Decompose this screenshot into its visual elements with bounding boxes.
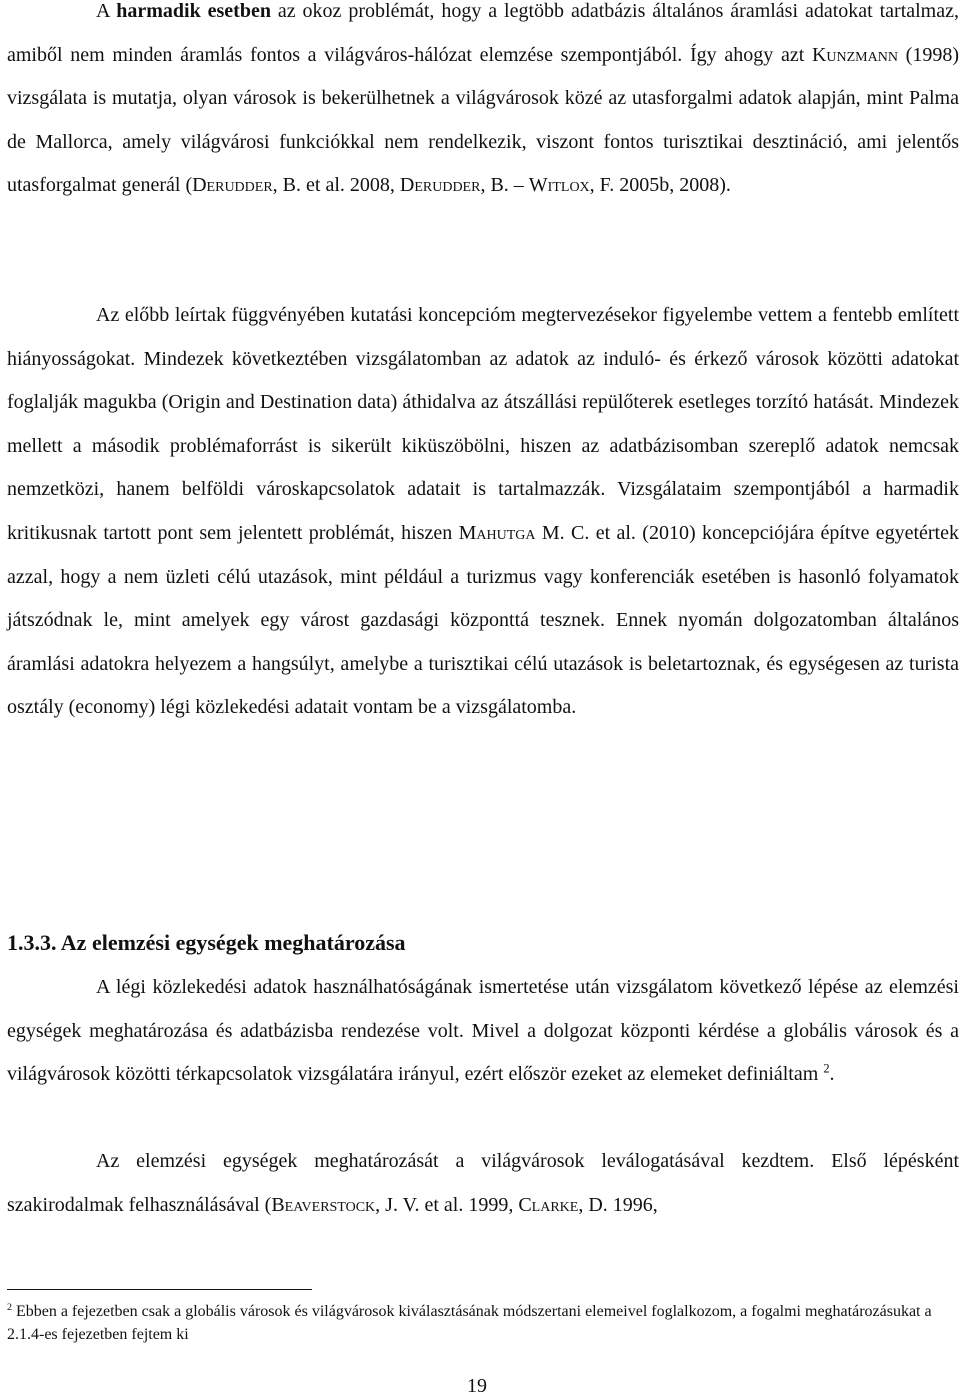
author-name: Mahutga (458, 521, 536, 544)
author-name: Kunzmann (811, 43, 898, 66)
text: , J. V. et al. 1999, (375, 1193, 519, 1216)
bold-term: harmadik esetben (116, 0, 271, 22)
text: , B. et al. 2008, (272, 174, 400, 197)
text: , F. 2005b, 2008). (589, 174, 731, 197)
text: Az elemzési egységek meghatározását a világvárosok leválogatásával kezdtem. Első lépésként szakirodalmak felhasználásával ( (7, 1150, 959, 1216)
author-name: Derudder (192, 174, 273, 197)
paragraph-research-concept (7, 294, 959, 730)
footnote-separator (7, 1289, 312, 1290)
footnote-reference[interactable]: 2 (823, 1061, 830, 1076)
text: . (829, 1063, 835, 1086)
footnote (7, 1300, 959, 1346)
author-name: Witlox (528, 174, 590, 197)
paragraph-world-cities (7, 1140, 959, 1227)
footnote-text: Ebben a fejezetben csak a globális városok és világvárosok kiválasztásának módszertani elemeivel foglalkozom, a fogalmi meghatározásukat a 2.1.4-es fejezetben fejtem ki (7, 1303, 932, 1343)
text: Az előbb leírtak függvényében kutatási koncepcióm megtervezésekor figyelembe vettem a fentebb említett hiányosságokat. Mindezek következtében vizsgálatomban az adatok az induló- és érkező városok közötti adatokat foglalják magukba (Origin and Destination data) áthidalva az átszállási repülőterek esetleges torzító hatását. Mindezek mellett a második problémaforrást is sikerült kiküszöbölni, hiszen az adatbázisomban szereplő adatok nemcsak nemzetközi, hanem belföldi városkapcsolatok adatait is tartalmazzák. Vizsgálataim szempontjából a harmadik kritikusnak tartott pont sem jelentett problémát, hiszen (7, 304, 959, 544)
text: , D. 1996, (578, 1193, 658, 1216)
author-name: Beaverstock (271, 1193, 376, 1216)
text: A (96, 0, 117, 22)
text: M. C. et al. (2010) koncepciójára építve egyetértek azzal, hogy a nem üzleti célú utazások, mint például a turizmus vagy konferenciák esetében is hasonló folyamatok játszódnak le, mint amelyek egy várost gazdasági központtá tesznek. Ennek nyomán dolgozatomban általános áramlási adatokra helyezem a hangsúlyt, amelybe a turisztikai célú utazások is beletartoznak, és egységesen az turista osztály (economy) légi közlekedési adatait vontam be a vizsgálatomba. (7, 521, 959, 719)
page-number: 19 (467, 1375, 487, 1397)
author-name: Clarke (518, 1193, 579, 1216)
text: , B. – (480, 174, 529, 197)
paragraph-analysis-units (7, 966, 959, 1097)
text: A légi közlekedési adatok használhatóságának ismertetése után vizsgálatom következő lépése az elemzési egységek meghatározása és adatbázisba rendezése volt. Mivel a dolgozat központi kérdése a globális városok és a világvárosok közötti térkapcsolatok vizsgálatára irányul, ezért először ezeket az elemeket definiáltam (7, 976, 959, 1086)
text: az okoz problémát, hogy a legtöbb adatbázis általános áramlási adatokat tartalmaz, amiből nem minden áramlás fontos a világváros-hálózat elemzése szempontjából. Így ahogy azt (7, 0, 959, 66)
author-name: Derudder (399, 174, 481, 197)
footnote-number: 2 (7, 1302, 12, 1314)
paragraph-third-case (7, 0, 959, 208)
text: (1998) vizsgálata is mutatja, olyan városok is bekerülhetnek a világvárosok közé az utasforgalmi adatok alapján, mint Palma de Mallorca, amely világvárosi funkciókkal nem rendelkezik, viszont fontos turisztikai desztináció, ami jelentős utasforgalmat generál ( (7, 43, 959, 197)
section-heading: 1.3.3. Az elemzési egységek meghatározása (7, 930, 406, 955)
